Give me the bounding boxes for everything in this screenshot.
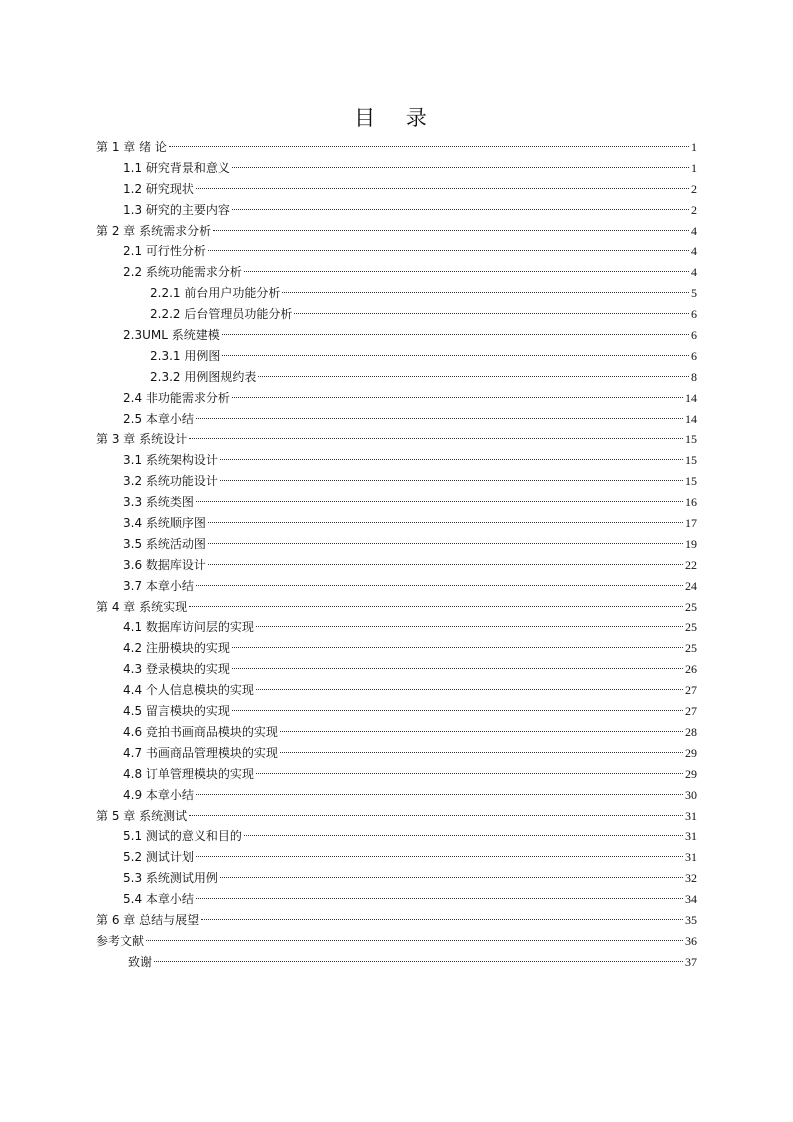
- toc-entry-title: 3.3 系统类图: [123, 495, 194, 510]
- toc-entry-title: 4.9 本章小结: [123, 787, 194, 802]
- toc-entry-title: 4.7 书画商品管理模块的实现: [123, 745, 278, 760]
- toc-page-number: 14: [685, 390, 697, 405]
- toc-page-number: 6: [691, 328, 697, 343]
- toc-page-number: 31: [685, 850, 697, 865]
- toc-page-number: 6: [691, 307, 697, 322]
- dot-leader: [196, 187, 689, 189]
- toc-page-number: 31: [685, 808, 697, 823]
- toc-entry[interactable]: [0, 513, 793, 534]
- toc-entry-title: 4.1 数据库访问层的实现: [123, 620, 254, 635]
- toc-entry-title: 2.3.2 用例图规约表: [150, 369, 257, 384]
- toc-page-number: 28: [685, 724, 697, 739]
- dot-leader: [282, 291, 689, 293]
- toc-entry-title: 2.2.1 前台用户功能分析: [150, 286, 281, 301]
- toc-entry[interactable]: [0, 826, 793, 847]
- toc-entry[interactable]: [0, 262, 793, 283]
- toc-page-number: 24: [685, 578, 697, 593]
- dot-leader: [220, 876, 683, 878]
- dot-leader: [232, 396, 683, 398]
- toc-entry-title: 4.6 竞拍书画商品模块的实现: [123, 724, 278, 739]
- toc-entry[interactable]: [0, 388, 793, 409]
- toc-page-number: 4: [691, 223, 697, 238]
- toc-page-number: 17: [685, 516, 697, 531]
- toc-entry-title: 4.3 登录模块的实现: [123, 662, 230, 677]
- toc-entry-title: 3.6 数据库设计: [123, 557, 206, 572]
- dot-leader: [196, 855, 683, 857]
- dot-leader: [232, 166, 689, 168]
- toc-page-number: 4: [691, 265, 697, 280]
- toc-entry[interactable]: [0, 367, 793, 388]
- dot-leader: [220, 458, 683, 460]
- dot-leader: [196, 417, 683, 419]
- toc-page-number: 32: [685, 871, 697, 886]
- toc-page-number: 14: [685, 411, 697, 426]
- toc-entry[interactable]: [0, 241, 793, 262]
- toc-page-number: 34: [685, 892, 697, 907]
- toc-page-number: 37: [685, 954, 697, 969]
- toc-page-number: 29: [685, 745, 697, 760]
- toc-entry[interactable]: [0, 847, 793, 868]
- toc-entry[interactable]: [0, 868, 793, 889]
- toc-page-number: 19: [685, 536, 697, 551]
- toc-entry-title: 第 4 章 系统实现: [96, 599, 188, 614]
- toc-entry[interactable]: [0, 722, 793, 743]
- dot-leader: [208, 563, 683, 565]
- toc-page-number: 22: [685, 557, 697, 572]
- toc-entry-title: 参考文献: [96, 933, 145, 948]
- toc-entry[interactable]: [0, 764, 793, 785]
- toc-entry[interactable]: [0, 304, 793, 325]
- dot-leader: [213, 229, 689, 231]
- toc-entry[interactable]: [0, 806, 793, 827]
- dot-leader: [232, 709, 683, 711]
- dot-leader: [280, 730, 683, 732]
- toc-entry[interactable]: [0, 471, 793, 492]
- toc-page-number: 4: [691, 244, 697, 259]
- toc-entry-title: 5.3 系统测试用例: [123, 871, 218, 886]
- dot-leader: [146, 939, 683, 941]
- toc-entry[interactable]: [0, 576, 793, 597]
- toc-entry-title: 3.1 系统架构设计: [123, 453, 218, 468]
- toc-entry-title: 4.8 订单管理模块的实现: [123, 766, 254, 781]
- toc-page-number: 16: [685, 495, 697, 510]
- toc-entry-title: 2.5 本章小结: [123, 411, 194, 426]
- toc-entry[interactable]: [0, 534, 793, 555]
- toc-entry-title: 3.4 系统顺序图: [123, 516, 206, 531]
- table-of-contents: [0, 137, 793, 973]
- toc-entry-title: 3.2 系统功能设计: [123, 474, 218, 489]
- toc-entry-title: 第 6 章 总结与展望: [96, 912, 200, 927]
- toc-entry[interactable]: [0, 325, 793, 346]
- toc-entry[interactable]: [0, 346, 793, 367]
- toc-entry[interactable]: [0, 638, 793, 659]
- toc-entry[interactable]: [0, 743, 793, 764]
- toc-entry[interactable]: [0, 409, 793, 430]
- toc-entry[interactable]: [0, 952, 793, 973]
- toc-page-number: 8: [691, 369, 697, 384]
- toc-entry[interactable]: [0, 785, 793, 806]
- dot-leader: [220, 479, 683, 481]
- dot-leader: [256, 772, 683, 774]
- page-title: 目 录: [354, 106, 439, 130]
- toc-page-number: 27: [685, 704, 697, 719]
- toc-entry[interactable]: [0, 179, 793, 200]
- toc-page-number: 36: [685, 933, 697, 948]
- toc-entry-title: 第 5 章 系统测试: [96, 808, 188, 823]
- toc-entry-title: 4.5 留言模块的实现: [123, 704, 230, 719]
- dot-leader: [244, 834, 683, 836]
- toc-entry-title: 3.7 本章小结: [123, 578, 194, 593]
- toc-entry-title: 第 3 章 系统设计: [96, 432, 188, 447]
- dot-leader: [189, 814, 683, 816]
- dot-leader: [201, 918, 683, 920]
- toc-entry[interactable]: [0, 283, 793, 304]
- toc-page-number: 35: [685, 912, 697, 927]
- toc-entry[interactable]: [0, 597, 793, 618]
- toc-page-number: 5: [691, 286, 697, 301]
- dot-leader: [208, 542, 683, 544]
- toc-page-number: 1: [691, 140, 697, 154]
- toc-page-number: 1: [691, 160, 697, 175]
- dot-leader: [244, 270, 689, 272]
- toc-entry-title: 4.4 个人信息模块的实现: [123, 683, 254, 698]
- toc-entry-title: 第 1 章 绪 论: [96, 140, 167, 154]
- toc-entry[interactable]: [0, 137, 793, 158]
- toc-page-number: 25: [685, 620, 697, 635]
- toc-entry[interactable]: [0, 910, 793, 931]
- dot-leader: [196, 897, 683, 899]
- toc-page-number: 15: [685, 453, 697, 468]
- toc-entry[interactable]: [0, 617, 793, 638]
- toc-entry-title: 2.1 可行性分析: [123, 244, 206, 259]
- toc-entry[interactable]: [0, 555, 793, 576]
- toc-entry[interactable]: [0, 701, 793, 722]
- dot-leader: [280, 751, 683, 753]
- toc-page-number: 15: [685, 432, 697, 447]
- dot-leader: [189, 605, 683, 607]
- toc-entry-title: 4.2 注册模块的实现: [123, 641, 230, 656]
- toc-entry-title: 5.1 测试的意义和目的: [123, 829, 242, 844]
- toc-page-number: 2: [691, 181, 697, 196]
- toc-entry-title: 2.2.2 后台管理员功能分析: [150, 307, 293, 322]
- toc-page-number: 25: [685, 641, 697, 656]
- toc-entry[interactable]: [0, 889, 793, 910]
- toc-page-number: 15: [685, 474, 697, 489]
- toc-entry[interactable]: [0, 221, 793, 242]
- toc-entry-title: 5.2 测试计划: [123, 850, 194, 865]
- toc-entry-title: 2.3.1 用例图: [150, 348, 221, 363]
- toc-entry-title: 致谢: [128, 954, 153, 969]
- toc-entry[interactable]: [0, 450, 793, 471]
- toc-entry[interactable]: [0, 931, 793, 952]
- toc-entry[interactable]: [0, 492, 793, 513]
- toc-page-number: 29: [685, 766, 697, 781]
- toc-entry-title: 2.2 系统功能需求分析: [123, 265, 242, 280]
- dot-leader: [154, 960, 683, 962]
- toc-entry[interactable]: [0, 680, 793, 701]
- dot-leader: [256, 688, 683, 690]
- dot-leader: [208, 249, 689, 251]
- toc-entry[interactable]: [0, 429, 793, 450]
- toc-entry-title: 2.3UML 系统建模: [123, 328, 220, 343]
- dot-leader: [232, 667, 683, 669]
- toc-entry-title: 1.2 研究现状: [123, 181, 194, 196]
- dot-leader: [169, 145, 689, 147]
- toc-page-number: 6: [691, 348, 697, 363]
- dot-leader: [189, 437, 683, 439]
- toc-page-number: 31: [685, 829, 697, 844]
- dot-leader: [208, 521, 683, 523]
- dot-leader: [256, 625, 683, 627]
- toc-entry[interactable]: [0, 158, 793, 179]
- toc-page-number: 30: [685, 787, 697, 802]
- toc-page-number: 26: [685, 662, 697, 677]
- toc-entry-title: 3.5 系统活动图: [123, 536, 206, 551]
- toc-entry[interactable]: [0, 200, 793, 221]
- dot-leader: [232, 208, 689, 210]
- toc-entry-title: 5.4 本章小结: [123, 892, 194, 907]
- toc-entry-title: 2.4 非功能需求分析: [123, 390, 230, 405]
- toc-entry[interactable]: [0, 659, 793, 680]
- toc-page-number: 2: [691, 202, 697, 217]
- toc-page-number: 25: [685, 599, 697, 614]
- dot-leader: [232, 646, 683, 648]
- dot-leader: [196, 584, 683, 586]
- toc-entry-title: 第 2 章 系统需求分析: [96, 223, 212, 238]
- toc-entry-title: 1.3 研究的主要内容: [123, 202, 230, 217]
- dot-leader: [258, 375, 689, 377]
- toc-page-number: 27: [685, 683, 697, 698]
- toc-entry-title: 1.1 研究背景和意义: [123, 160, 230, 175]
- dot-leader: [294, 312, 689, 314]
- dot-leader: [222, 333, 689, 335]
- dot-leader: [196, 793, 683, 795]
- dot-leader: [196, 500, 683, 502]
- dot-leader: [222, 354, 689, 356]
